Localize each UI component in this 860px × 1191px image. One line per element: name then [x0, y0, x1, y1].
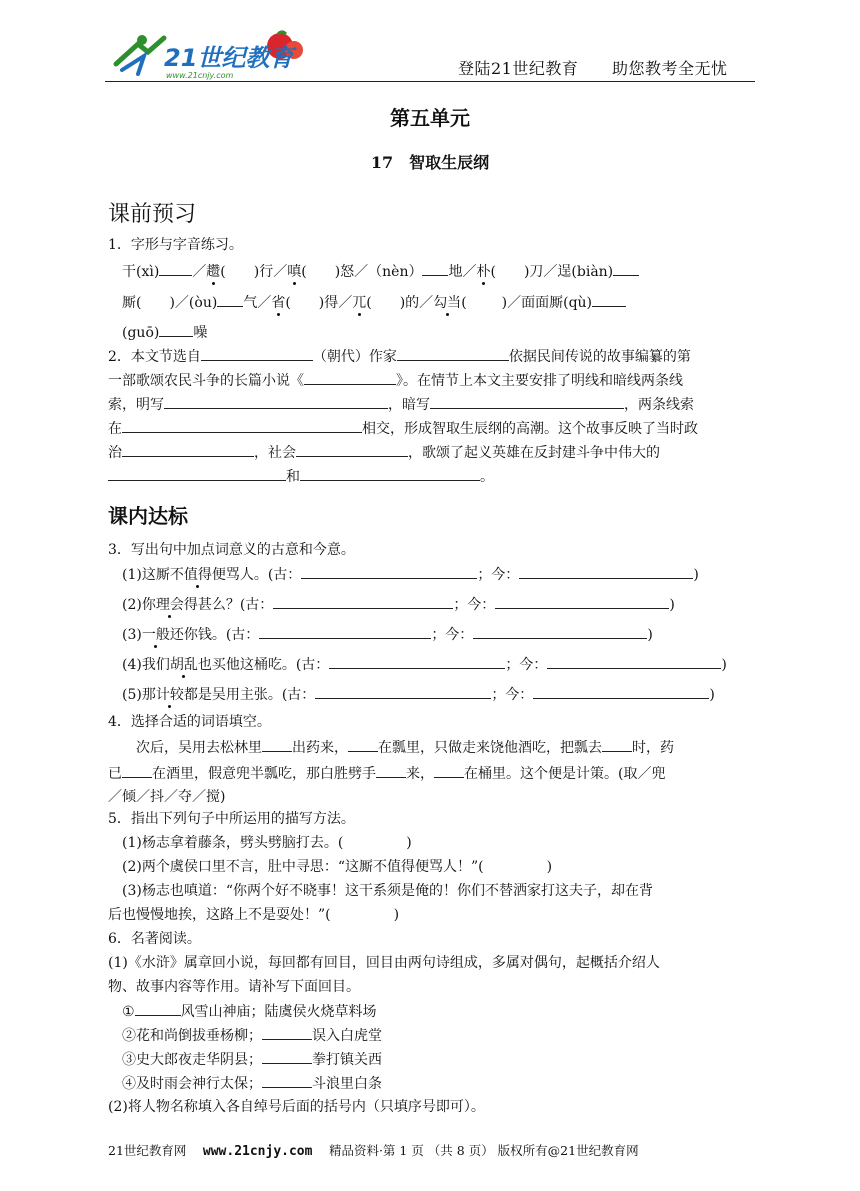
q6-chapter-item: ④及时雨会神行太保； 斗浪里白条	[122, 1073, 382, 1094]
q2-line4: 在 相交，形成智取生辰纲的高潮。这个故事反映了当时政	[108, 418, 698, 439]
unit-title: 第五单元	[390, 106, 470, 130]
q3-item: (5)那计较都是吴用主张。(古： ；今： )	[122, 684, 715, 705]
q1-line1: 干(xì) ／趱( )行／嗔( )怒／（nèn） 地／朴( )刀／逞(biàn)	[122, 261, 639, 282]
footer-url[interactable]: www.21cnjy.com	[202, 1144, 313, 1159]
q6-p1-line2: 物、故事内容等作用。请补写下面回目。	[108, 979, 360, 995]
slogan-right: 助您教考全无忧	[611, 59, 728, 78]
q2-line6: 和 。	[108, 466, 494, 487]
q5-item3-line1: (3)杨志也嗔道：“你两个好不晓事！这干系须是俺的！你们不替洒家打这夫子，却在背	[122, 883, 653, 899]
lesson-title: 17 智取生辰纲	[370, 153, 490, 172]
section-heading-class: 课内达标	[108, 504, 188, 528]
q1-line3: (guō) 噪	[122, 322, 207, 343]
q2-line3: 索，明写 ，暗写 ，两条线索	[108, 394, 694, 415]
page-footer	[108, 1141, 639, 1159]
q6-chapter-item: ③史大郎夜走华阴县； 拳打镇关西	[122, 1049, 382, 1070]
q3-title: 3．写出句中加点词意义的古意和今意。	[108, 542, 355, 558]
q4-line2: 已 在酒里，假意兜半瓢吃，那白胜劈手 来， 在桶里。这个便是计策。(取／兜	[108, 763, 665, 784]
slogan-left: 登陆21世纪教育	[458, 59, 579, 78]
q3-item: (2)你理会得甚么？(古： ；今： )	[122, 594, 675, 615]
footer-info: 精品资料·第 1 页 （共 8 页） 版权所有@21世纪教育网	[328, 1143, 639, 1158]
q4-line1: 次后，吴用去松林里 出药来， 在瓢里，只做走来饶他酒吃，把瓢去 时，药	[136, 737, 674, 758]
header-divider	[105, 81, 755, 82]
q2-line5: 治 ，社会 ，歌颂了起义英雄在反封建斗争中伟大的	[108, 442, 660, 463]
logo-text: 21世纪教育	[164, 44, 294, 72]
q6-title: 6．名著阅读。	[108, 931, 201, 947]
q1-line2: 厮( )／(òu) 气／省( )得／兀( )的／勾当( )／面面厮(qù)	[122, 292, 626, 313]
footer-site: 21世纪教育网	[108, 1143, 187, 1158]
q5-item2: (2)两个虞侯口里不言，肚中寻思：“这厮不值得便骂人！”( )	[122, 859, 553, 875]
q5-item3-line2: 后也慢慢地挨，这路上不是耍处！”( )	[108, 907, 400, 923]
q3-item: (4)我们胡乱也买他这桶吃。(古： ；今： )	[122, 654, 727, 675]
q4-title: 4．选择合适的词语填空。	[108, 714, 271, 730]
logo-graphic	[108, 30, 308, 82]
q6-p2: (2)将人物名称填入各自绰号后面的括号内（只填序号即可）。	[108, 1099, 485, 1115]
q6-chapter-item: ① 风雪山神庙；陆虞侯火烧草料场	[122, 1001, 377, 1022]
logo-url: www.21cnjy.com	[166, 71, 234, 80]
q3-item: (3)一般还你钱。(古： ；今： )	[122, 624, 653, 645]
q2-line1: 2．本文节选自 （朝代）作家 依据民间传说的故事编纂的第	[108, 346, 691, 367]
site-logo	[108, 30, 308, 82]
q1-title: 1．字形与字音练习。	[108, 237, 243, 253]
section-heading-preview: 课前预习	[108, 202, 197, 227]
q2-line2: 一部歌颂农民斗争的长篇小说《 》。在情节上本文主要安排了明线和暗线两条线	[108, 370, 683, 391]
q5-title: 5．指出下列句子中所运用的描写方法。	[108, 811, 355, 827]
q5-item1: (1)杨志拿着藤条，劈头劈脑打去。( )	[122, 835, 412, 851]
header-slogan	[458, 56, 727, 79]
q6-chapter-item: ②花和尚倒拔垂杨柳； 误入白虎堂	[122, 1025, 382, 1046]
q6-p1-line1: (1)《水浒》属章回小说，每回都有回目，回目由两句诗组成，多属对偶句，起概括介绍人	[108, 955, 660, 971]
q4-line3: ／倾／抖／夺／搅)	[108, 789, 226, 805]
q3-item: (1)这厮不值得便骂人。(古： ；今： )	[122, 564, 699, 585]
